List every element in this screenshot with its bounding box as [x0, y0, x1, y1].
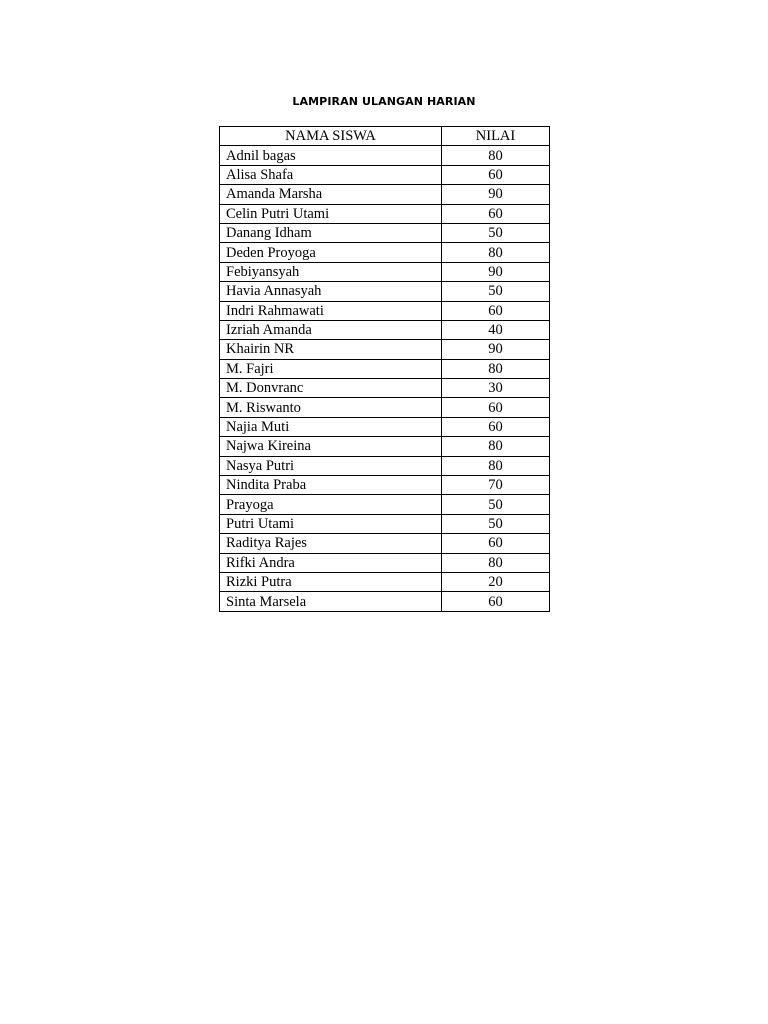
- score-cell: 80: [442, 456, 550, 475]
- student-name-cell: Celin Putri Utami: [220, 204, 442, 223]
- page-title: LAMPIRAN ULANGAN HARIAN: [292, 95, 476, 108]
- table-row: [220, 534, 550, 553]
- student-name-cell: Rifki Andra: [220, 553, 442, 572]
- table-row: [220, 165, 550, 184]
- table-row: [220, 476, 550, 495]
- table-row: [220, 456, 550, 475]
- student-name-cell: Adnil bagas: [220, 146, 442, 165]
- student-name-cell: Amanda Marsha: [220, 185, 442, 204]
- score-cell: 60: [442, 301, 550, 320]
- table-row: [220, 379, 550, 398]
- student-name-cell: Najia Muti: [220, 417, 442, 436]
- table-row: [220, 417, 550, 436]
- score-cell: 20: [442, 572, 550, 591]
- score-cell: 50: [442, 495, 550, 514]
- student-name-cell: Khairin NR: [220, 340, 442, 359]
- student-name-cell: Nasya Putri: [220, 456, 442, 475]
- student-name-cell: Febiyansyah: [220, 262, 442, 281]
- score-cell: 50: [442, 223, 550, 242]
- table-row: [220, 223, 550, 242]
- column-header-name: NAMA SISWA: [220, 127, 442, 146]
- table-row: [220, 437, 550, 456]
- student-name-cell: Alisa Shafa: [220, 165, 442, 184]
- student-name-cell: M. Donvranc: [220, 379, 442, 398]
- table-body: [220, 146, 550, 611]
- table-row: [220, 146, 550, 165]
- table-header-row: [220, 127, 550, 146]
- student-name-cell: Deden Proyoga: [220, 243, 442, 262]
- table-row: [220, 282, 550, 301]
- student-name-cell: M. Fajri: [220, 359, 442, 378]
- table-row: [220, 495, 550, 514]
- score-cell: 70: [442, 476, 550, 495]
- score-table: [219, 126, 550, 612]
- score-cell: 90: [442, 185, 550, 204]
- student-name-cell: Putri Utami: [220, 514, 442, 533]
- score-cell: 80: [442, 243, 550, 262]
- table-row: [220, 243, 550, 262]
- score-cell: 90: [442, 262, 550, 281]
- column-header-score: NILAI: [442, 127, 550, 146]
- table-row: [220, 185, 550, 204]
- table-row: [220, 553, 550, 572]
- table-row: [220, 359, 550, 378]
- score-cell: 50: [442, 282, 550, 301]
- table-row: [220, 514, 550, 533]
- student-name-cell: Raditya Rajes: [220, 534, 442, 553]
- score-cell: 60: [442, 592, 550, 611]
- student-name-cell: Havia Annasyah: [220, 282, 442, 301]
- student-name-cell: Nindita Praba: [220, 476, 442, 495]
- score-cell: 60: [442, 165, 550, 184]
- student-name-cell: M. Riswanto: [220, 398, 442, 417]
- score-cell: 30: [442, 379, 550, 398]
- table-row: [220, 592, 550, 611]
- student-name-cell: Prayoga: [220, 495, 442, 514]
- score-cell: 90: [442, 340, 550, 359]
- student-name-cell: Danang Idham: [220, 223, 442, 242]
- score-cell: 50: [442, 514, 550, 533]
- score-cell: 60: [442, 398, 550, 417]
- table-row: [220, 320, 550, 339]
- score-cell: 80: [442, 437, 550, 456]
- score-cell: 40: [442, 320, 550, 339]
- score-cell: 80: [442, 146, 550, 165]
- student-name-cell: Indri Rahmawati: [220, 301, 442, 320]
- score-cell: 60: [442, 204, 550, 223]
- student-name-cell: Najwa Kireina: [220, 437, 442, 456]
- table-row: [220, 204, 550, 223]
- student-name-cell: Sinta Marsela: [220, 592, 442, 611]
- score-cell: 60: [442, 534, 550, 553]
- table-row: [220, 398, 550, 417]
- table-row: [220, 340, 550, 359]
- student-name-cell: Izriah Amanda: [220, 320, 442, 339]
- table-row: [220, 301, 550, 320]
- score-cell: 80: [442, 359, 550, 378]
- score-cell: 60: [442, 417, 550, 436]
- table-row: [220, 572, 550, 591]
- table-row: [220, 262, 550, 281]
- score-cell: 80: [442, 553, 550, 572]
- student-name-cell: Rizki Putra: [220, 572, 442, 591]
